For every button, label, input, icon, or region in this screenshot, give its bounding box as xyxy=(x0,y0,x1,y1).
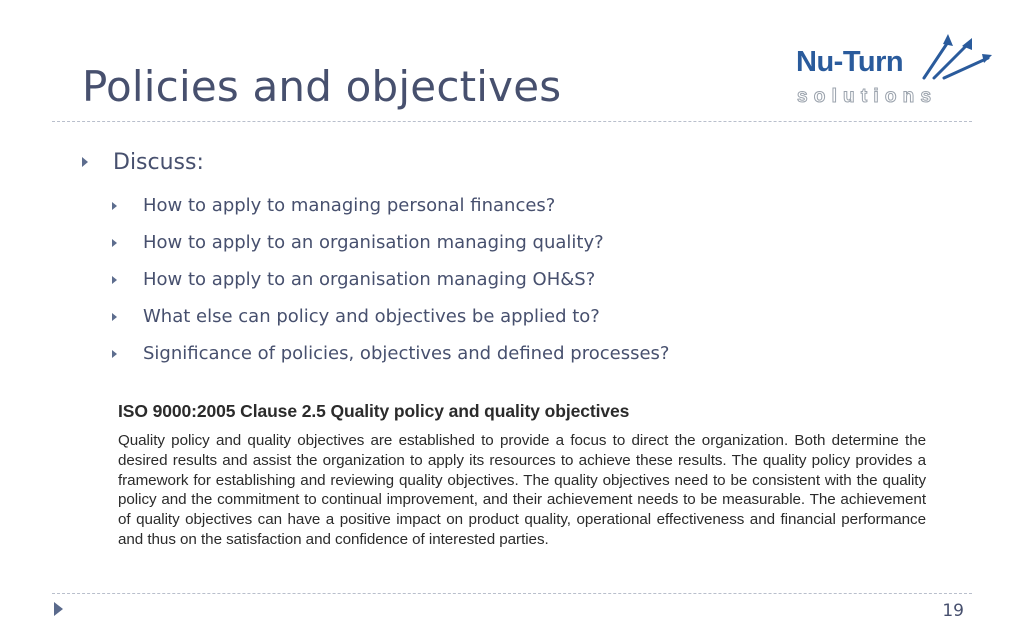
excerpt-body: Quality policy and quality objectives are established to provide a focus to direct the organization. Both determine the desired results and assist the organization to apply its resources to achieve these results. The quality policy provides a framework for establishing and reviewing quality objectives. The quality objectives need to be consistent with the quality policy and the commitment to continual improvement, and their achievement needs to be measurable. The achievement of quality objectives can have a positive impact on product quality, operational effectiveness and financial performance and thus on the satisfaction and confidence of interested parties. xyxy=(118,432,926,548)
title-divider xyxy=(52,121,972,122)
logo-tagline: solutions xyxy=(797,86,938,107)
slide-title: Policies and objectives xyxy=(82,62,562,111)
list-item xyxy=(112,298,669,335)
bullet-arrow-icon xyxy=(112,202,117,210)
list-item xyxy=(112,187,669,224)
bullet-arrow-icon xyxy=(112,350,117,358)
sub-bullet-text: What else can policy and objectives be applied to? xyxy=(143,306,600,327)
list-item xyxy=(112,335,669,372)
logo-name: Nu-Turn xyxy=(796,46,904,78)
excerpt-heading: ISO 9000:2005 Clause 2.5 Quality policy and quality objectives xyxy=(118,401,630,421)
iso-excerpt xyxy=(118,401,926,550)
arrows-logo-icon xyxy=(922,32,994,82)
bullet-arrow-icon xyxy=(112,313,117,321)
company-logo xyxy=(794,32,994,112)
bullet-text: Discuss: xyxy=(113,149,204,175)
play-arrow-icon xyxy=(54,602,63,616)
list-item xyxy=(112,261,669,298)
sub-bullet-text: How to apply to an organisation managing OH&S? xyxy=(143,269,596,290)
bullet-arrow-icon xyxy=(112,239,117,247)
sub-bullet-text: How to apply to an organisation managing quality? xyxy=(143,232,604,253)
page-number: 19 xyxy=(942,601,964,621)
footer-divider xyxy=(52,593,972,594)
sub-bullet-text: Significance of policies, objectives and defined processes? xyxy=(143,343,670,364)
sub-bullet-text: How to apply to managing personal finances? xyxy=(143,195,556,216)
list-item xyxy=(112,224,669,261)
bullet-arrow-icon xyxy=(82,157,88,167)
sub-bullet-list xyxy=(112,187,669,372)
bullet-discuss xyxy=(82,149,204,175)
footer-arrow xyxy=(54,601,63,620)
bullet-arrow-icon xyxy=(112,276,117,284)
